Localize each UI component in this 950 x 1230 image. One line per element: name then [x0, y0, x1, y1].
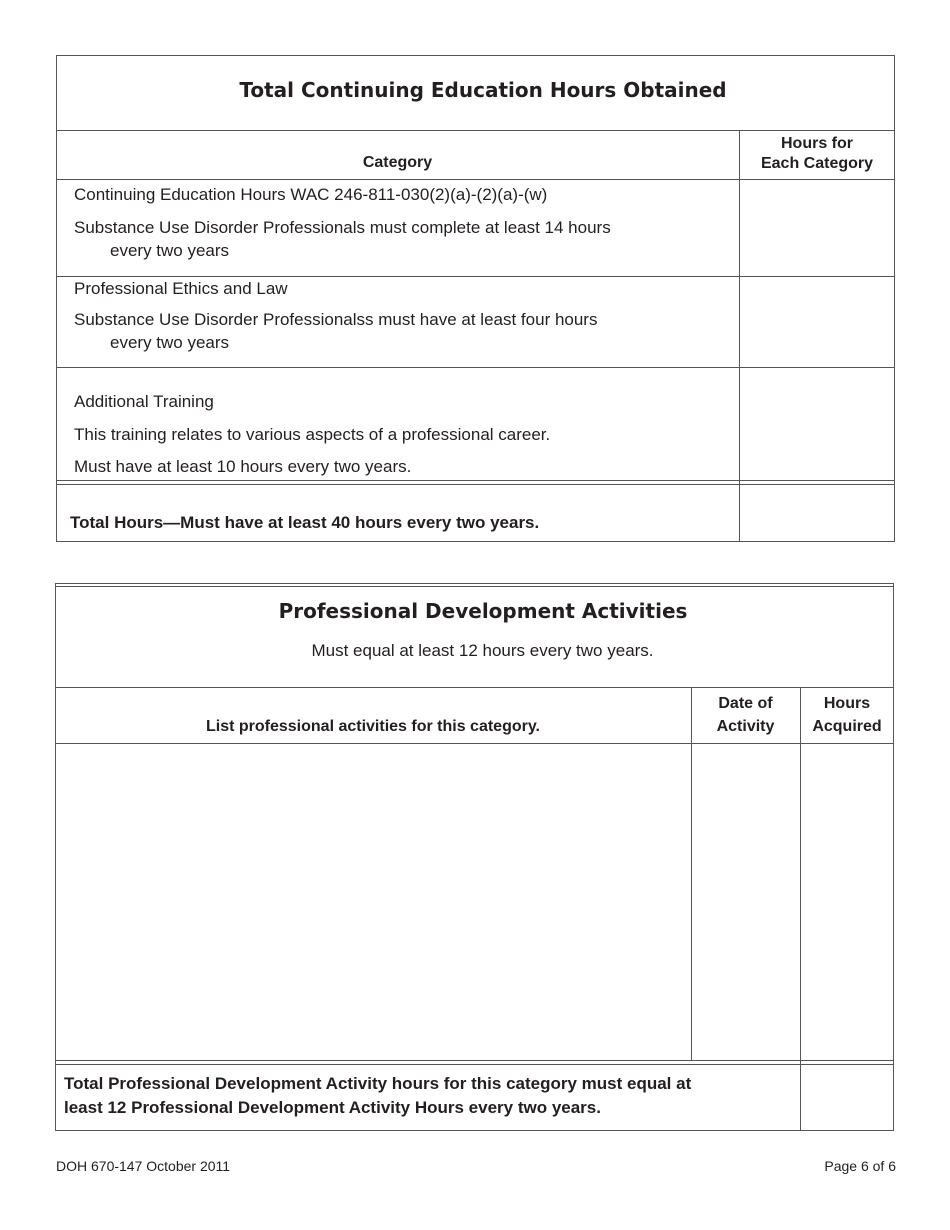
date-entry-area[interactable] — [692, 744, 800, 1059]
date-header-line1: Date of — [718, 695, 773, 712]
pd-total-hours-input-cell[interactable] — [801, 1065, 893, 1130]
ce-table-title: Total Continuing Education Hours Obtained — [239, 78, 727, 102]
ce-row-note: Must have at least 10 hours every two years. — [74, 457, 412, 476]
hours-input-cell[interactable] — [740, 277, 894, 367]
hours-input-cell[interactable] — [740, 180, 894, 276]
divider — [55, 1064, 894, 1065]
pd-table-subtitle: Must equal at least 12 hours every two years. — [311, 641, 654, 660]
pd-total-label-line2: least 12 Professional Development Activity Hours every two years. — [64, 1098, 601, 1117]
ce-row-title: Additional Training — [74, 392, 214, 411]
form-id: DOH 670-147 October 2011 — [56, 1158, 231, 1174]
divider — [55, 586, 894, 587]
divider — [55, 687, 894, 688]
pd-total-label-line1: Total Professional Development Activity hours for this category must equal at — [64, 1074, 692, 1093]
hours-acquired-header-line2: Acquired — [812, 718, 882, 735]
ce-row-title: Continuing Education Hours WAC 246-811-030(2)(a)-(2)(a)-(w) — [74, 185, 548, 204]
ce-row-title: Professional Ethics and Law — [74, 279, 288, 298]
category-header: Category — [362, 154, 433, 171]
divider — [56, 130, 895, 131]
divider — [56, 480, 895, 481]
pd-table-title: Professional Development Activities — [278, 599, 688, 623]
divider — [55, 1060, 894, 1061]
total-hours-input-cell[interactable] — [740, 485, 894, 541]
ce-row-note: This training relates to various aspects of a professional career. — [74, 425, 551, 444]
date-header-line2: Activity — [716, 718, 775, 735]
hours-acquired-header-line1: Hours — [823, 695, 871, 712]
page-number: Page 6 of 6 — [824, 1158, 896, 1174]
ce-total-label: Total Hours—Must have at least 40 hours every two years. — [70, 513, 540, 532]
ce-row-note: Substance Use Disorder Professionalss must have at least four hours — [74, 310, 598, 329]
ce-row-note: Substance Use Disorder Professionals must complete at least 14 hours — [74, 218, 611, 237]
hours-input-cell[interactable] — [740, 368, 894, 480]
activities-header: List professional activities for this category. — [205, 718, 540, 735]
ce-row-note-cont: every two years — [110, 241, 230, 260]
hours-header-line2: Each Category — [760, 155, 874, 172]
ce-row-note-cont: every two years — [110, 333, 230, 352]
hours-entry-area[interactable] — [801, 744, 893, 1059]
hours-header-line1: Hours for — [781, 135, 853, 152]
activities-entry-area[interactable] — [56, 744, 691, 1059]
